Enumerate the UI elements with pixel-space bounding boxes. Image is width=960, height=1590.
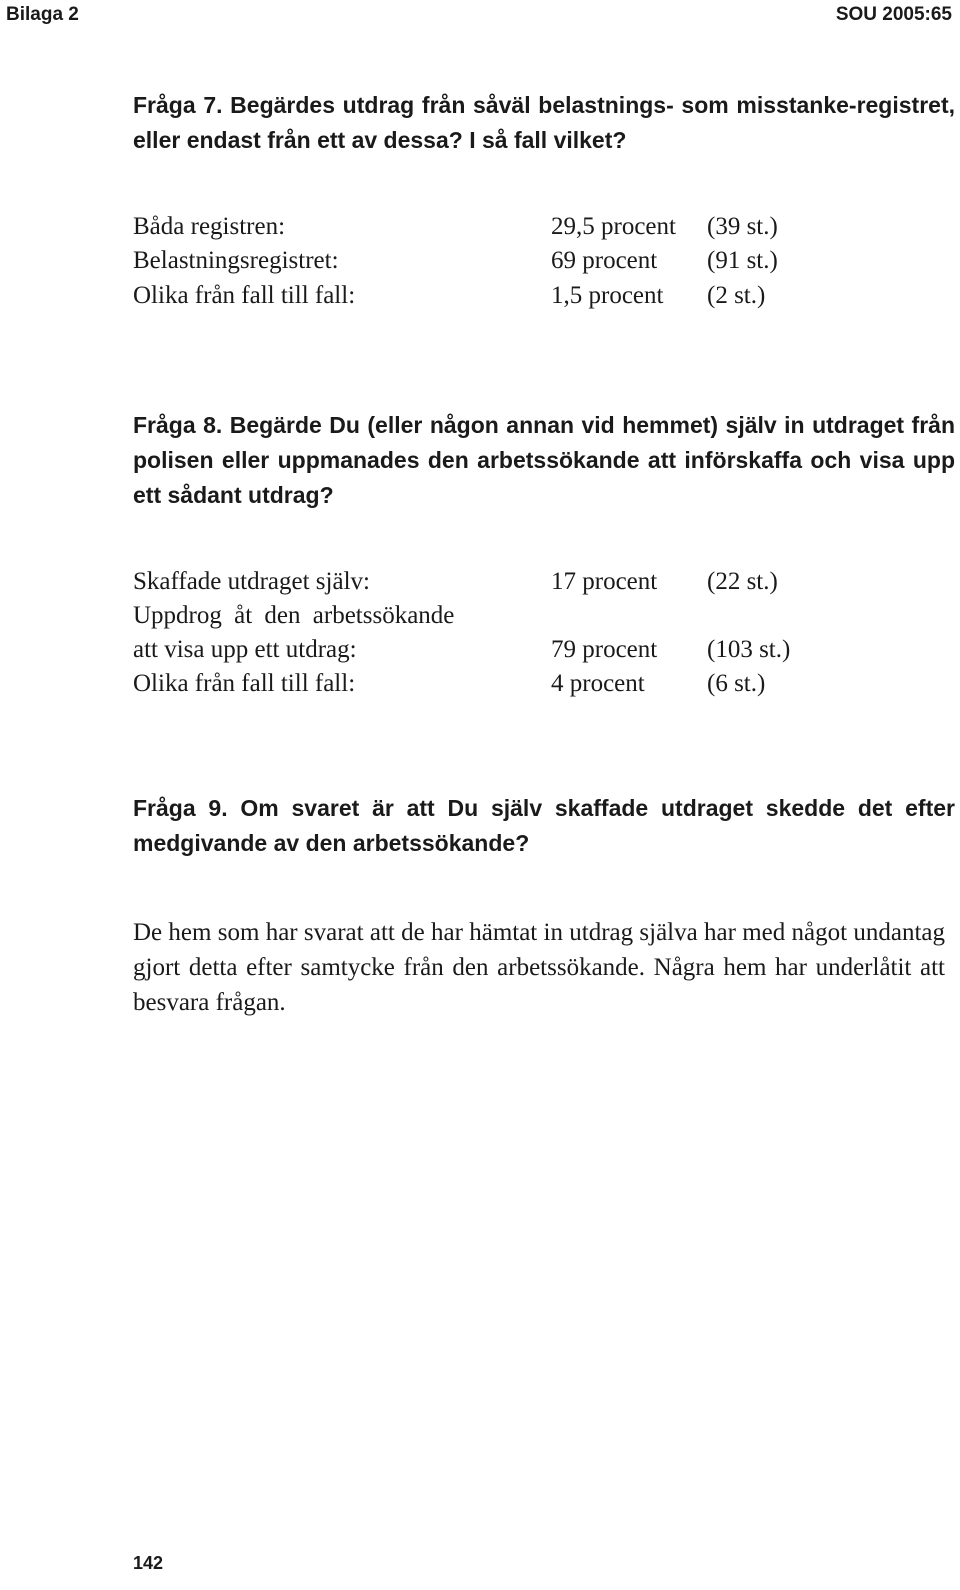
report-number: SOU 2005:65: [835, 4, 952, 25]
question-7-heading: Fråga 7. Begärdes utdrag från såväl belastnings- som misstanke-registret, eller endast från ett av dessa? I så fall vilket?: [133, 92, 955, 153]
row-percent: 29,5 procent: [551, 213, 676, 240]
question-9-answer-paragraph: De hem som har svarat att de har hämtat in utdrag själva har med något undantag gjort detta efter samtycke från den arbetssökande. Några hem har underlåtit att besvara frågan.: [133, 919, 945, 1016]
row-label: Uppdrog åt den arbetssökande: [133, 602, 455, 629]
row-count: (2 st.): [707, 282, 766, 309]
row-label: Olika från fall till fall:: [133, 282, 356, 309]
row-percent: 17 procent: [551, 568, 658, 595]
row-label: att visa upp ett utdrag:: [133, 636, 357, 663]
page-number: 142: [133, 1553, 164, 1573]
row-percent: 69 procent: [551, 247, 658, 274]
row-count: (39 st.): [707, 213, 778, 240]
question-8-heading: Fråga 8. Begärde Du (eller någon annan vid hemmet) själv in utdraget från polisen eller uppmanades den arbetssökande att införskaffa och visa upp ett sådant utdrag?: [133, 412, 955, 508]
row-label: Båda registren:: [133, 213, 286, 240]
row-label: Skaffade utdraget själv:: [133, 568, 370, 595]
row-label: Belastningsregistret:: [133, 247, 339, 274]
question-9-heading: Fråga 9. Om svaret är att Du själv skaffade utdraget skedde det efter medgivande av den arbetssökande?: [133, 795, 955, 856]
row-count: (103 st.): [707, 636, 791, 663]
row-count: (91 st.): [707, 247, 778, 274]
row-percent: 4 procent: [551, 670, 645, 697]
row-percent: 79 procent: [551, 636, 658, 663]
row-percent: 1,5 procent: [551, 282, 664, 309]
appendix-label: Bilaga 2: [6, 4, 79, 25]
row-label: Olika från fall till fall:: [133, 670, 356, 697]
row-count: (22 st.): [707, 568, 778, 595]
row-count: (6 st.): [707, 670, 766, 697]
